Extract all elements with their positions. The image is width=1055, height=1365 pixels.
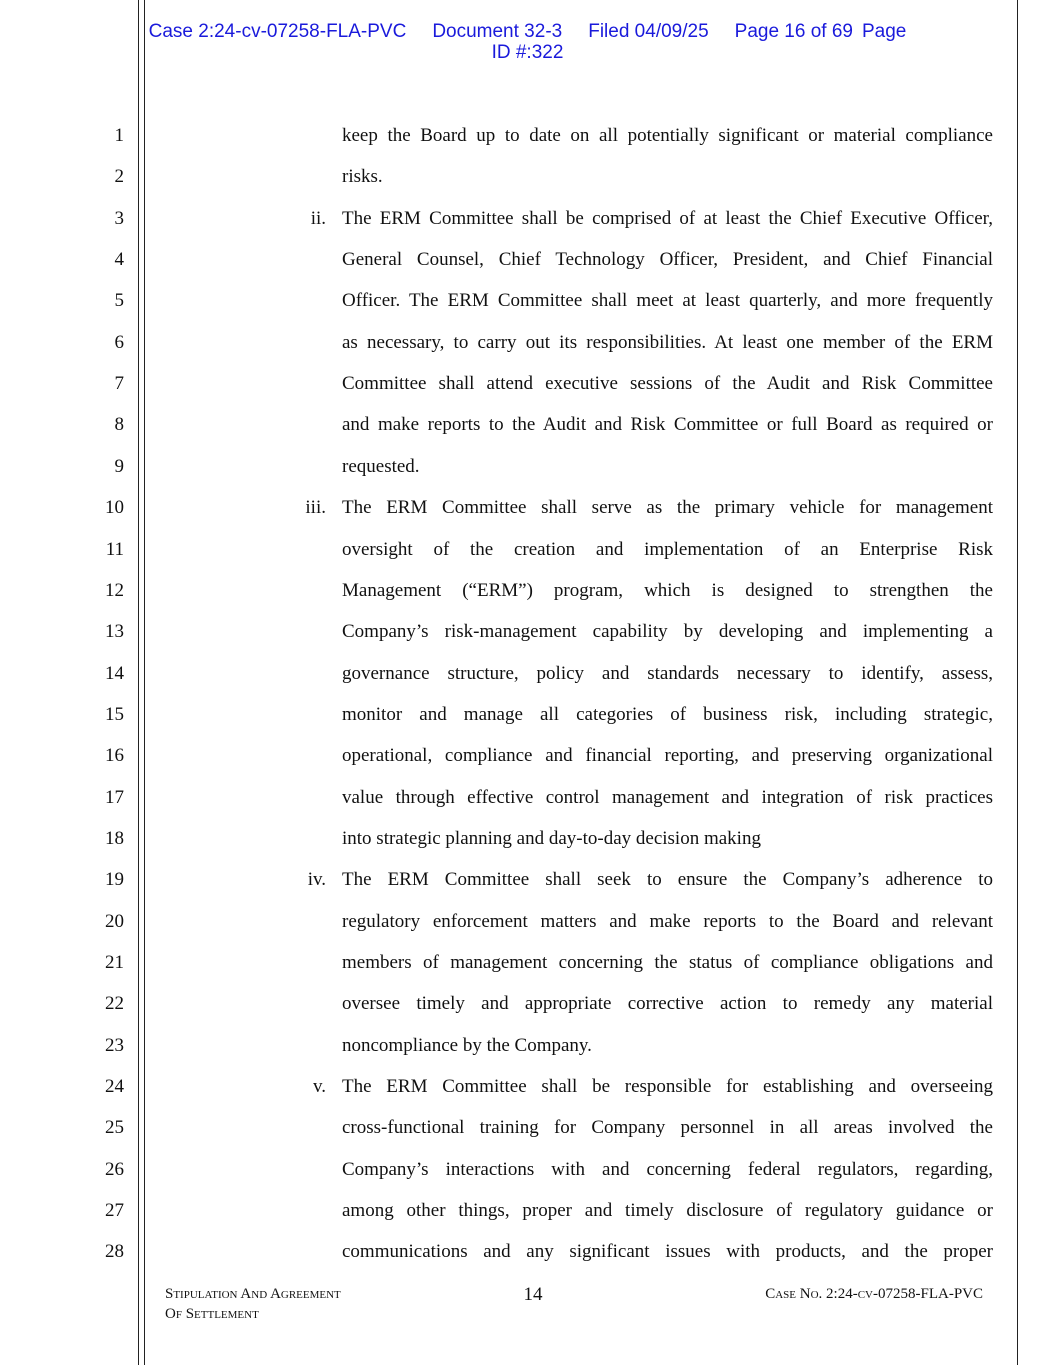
body-text-line: members of management concerning the status of compliance obligations and <box>342 952 993 973</box>
line-number: 3 <box>114 207 124 229</box>
right-margin-rule <box>1017 0 1018 1365</box>
body-text-line: The ERM Committee shall serve as the primary vehicle for management <box>342 497 993 519</box>
line-number: 20 <box>105 910 124 932</box>
header-document: Document 32-3 <box>432 21 563 42</box>
body-text-line: governance structure, policy and standards necessary to identify, assess, <box>342 662 993 684</box>
body-text-line: communications and any significant issues with products, and the proper <box>342 1241 993 1263</box>
footer-title-line-2: Of Settlement <box>165 1306 259 1322</box>
body-text-line: keep the Board up to date on all potentially significant or material compliance <box>342 125 993 146</box>
line-number: 9 <box>114 455 124 477</box>
body-text-line: The ERM Committee shall be comprised of at least the Chief Executive Officer, <box>342 207 993 229</box>
body-text-line: operational, compliance and financial reporting, and preserving organizational <box>342 745 993 767</box>
footer-page-number: 14 <box>523 1284 543 1305</box>
body-text-line: Officer. The ERM Committee shall meet at least quarterly, and more frequently <box>342 290 993 312</box>
line-number: 28 <box>105 1241 124 1263</box>
item-numeral: v. <box>312 1076 326 1098</box>
line-number: 14 <box>105 662 124 684</box>
header-filed-date: Filed 04/09/25 <box>588 21 709 42</box>
body-text-line: cross-functional training for Company personnel in all areas involved the <box>342 1117 993 1139</box>
header-page-count: Page 16 of 69 <box>734 21 853 42</box>
line-number: 6 <box>114 331 124 353</box>
line-number: 18 <box>105 827 124 849</box>
body-text-line: risks. <box>342 166 383 188</box>
body-text-line: oversight of the creation and implementation of an Enterprise Risk <box>342 538 993 560</box>
line-number: 27 <box>105 1200 124 1222</box>
header-case-number: Case 2:24-cv-07258-FLA-PVC <box>148 21 407 42</box>
body-text-line: Committee shall attend executive sessions of the Audit and Risk Committee <box>342 373 993 395</box>
line-number: 25 <box>105 1117 124 1139</box>
line-number: 5 <box>114 290 124 312</box>
footer-title-line-1: Stipulation And Agreement <box>165 1286 341 1302</box>
body-text-line: Company’s interactions with and concerning federal regulators, regarding, <box>342 1158 993 1180</box>
item-numeral: iii. <box>305 497 326 519</box>
line-number: 23 <box>105 1034 124 1056</box>
line-number: 24 <box>105 1076 124 1098</box>
body-text-line: into strategic planning and day-to-day decision making <box>342 827 761 849</box>
line-number: 2 <box>114 166 124 188</box>
body-text-line: Management (“ERM”) program, which is designed to strengthen the <box>342 579 993 601</box>
body-text-line: General Counsel, Chief Technology Officer, President, and Chief Financial <box>342 249 993 271</box>
line-number: 19 <box>105 869 124 891</box>
item-numeral: iv. <box>307 869 326 891</box>
body-text-line: value through effective control management and integration of risk practices <box>342 786 993 808</box>
body-text-line: oversee timely and appropriate corrective action to remedy any material <box>342 993 993 1015</box>
line-number: 22 <box>105 993 124 1015</box>
line-number: 16 <box>105 745 124 767</box>
body-text-line: among other things, proper and timely disclosure of regulatory guidance or <box>342 1200 993 1222</box>
body-text-line: as necessary, to carry out its responsibilities. At least one member of the ERM <box>342 331 993 353</box>
line-number: 8 <box>114 414 124 436</box>
item-numeral: ii. <box>310 207 326 229</box>
body-text-line: noncompliance by the Company. <box>342 1034 592 1056</box>
footer-case-number: Case No. 2:24-cv-07258-FLA-PVC <box>765 1286 983 1302</box>
body-text-line: requested. <box>342 455 420 477</box>
left-margin-rule-2 <box>144 0 145 1365</box>
line-number: 12 <box>105 579 124 601</box>
line-number: 21 <box>105 952 124 973</box>
footer-title <box>165 1284 341 1324</box>
line-number: 13 <box>105 621 124 643</box>
line-number: 1 <box>114 125 124 146</box>
body-text-line: Company’s risk-management capability by developing and implementing a <box>342 621 993 643</box>
body-text-line: and make reports to the Audit and Risk Committee or full Board as required or <box>342 414 993 436</box>
line-number: 17 <box>105 786 124 808</box>
line-number: 10 <box>105 497 124 519</box>
header-page-word: Page <box>861 21 907 42</box>
header-line-2 <box>0 42 1055 64</box>
body-text-line: regulatory enforcement matters and make reports to the Board and relevant <box>342 910 993 932</box>
body-text-line: monitor and manage all categories of business risk, including strategic, <box>342 703 993 725</box>
line-number: 26 <box>105 1158 124 1180</box>
header-page-id: ID #:322 <box>491 42 564 63</box>
line-number: 7 <box>114 373 124 395</box>
line-number: 15 <box>105 703 124 725</box>
body-text-line: The ERM Committee shall seek to ensure the Company’s adherence to <box>342 869 993 891</box>
line-number: 4 <box>114 249 124 271</box>
line-number: 11 <box>105 538 124 560</box>
body-text-line: The ERM Committee shall be responsible for establishing and overseeing <box>342 1076 993 1098</box>
left-margin-rule-1 <box>138 0 139 1365</box>
header-line-1 <box>0 21 1055 43</box>
